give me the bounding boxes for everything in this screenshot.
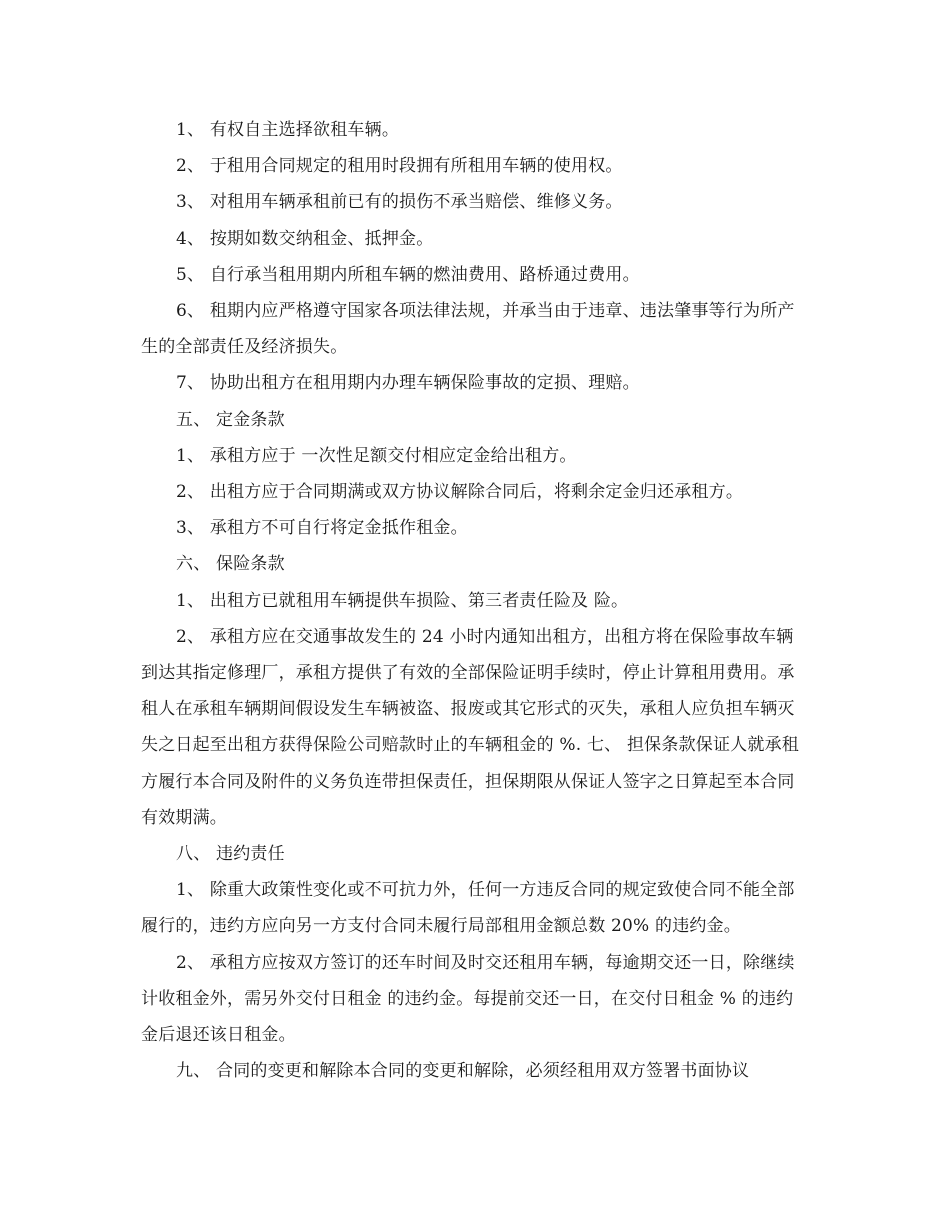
paragraph-breach-2: 2、 承租方应按双方签订的还车时间及时交还租用车辆，每逾期交还一日，除继续计收租金外，需另外交付日租金 的违约金。每提前交还一日，在交付日租金 % 的违约金后退还该日租金。 [141,952,795,1046]
paragraph-right-6: 6、 租期内应严格遵守国家各项法律法规，并承当由于违章、违法肇事等行为所产生的全部责任及经济损失。 [141,301,795,358]
paragraph-right-1: 1、 有权自主选择欲租车辆。 [176,120,400,140]
paragraph-deposit-3: 3、 承租方不可自行将定金抵作租金。 [176,518,468,539]
paragraph-insurance-1: 1、 出租方已就租用车辆提供车损险、第三者责任险及 险。 [176,590,629,611]
paragraph-right-5: 5、 自行承当租用期内所租车辆的燃油费用、路桥通过费用。 [176,264,640,285]
paragraph-right-4: 4、 按期如数交纳租金、抵押金。 [176,228,434,249]
section-heading-insurance: 六、 保险条款 [176,554,285,575]
paragraph-insurance-2: 2、 承租方应在交通事故发生的 24 小时内通知出租方，出租方将在保险事故车辆到达其指定修理厂，承租方提供了有效的全部保险证明手续时，停止计算租用费用。承租人在承租车辆期间假设发生车辆被盗、报废或其它形式的灭失，承租人应负担车辆灭失之日起至出租方获得保险公司赔款时止的车辆租金的 %. 七、 担保条款保证人就承租方履行本合同及附件的义务负连带担保责任，担保期限从保证人签字之日算起至本合同有效期满。 [141,626,799,828]
paragraph-deposit-2: 2、 出租方应于合同期满或双方协议解除合同后，将剩余定金归还承租方。 [176,482,744,503]
paragraph-deposit-1: 1、 承租方应于 一次性足额交付相应定金给出租方。 [176,445,577,466]
paragraph-right-3: 3、 对租用车辆承租前已有的损伤不承当赔偿、维修义务。 [176,192,623,213]
paragraph-breach-1: 1、 除重大政策性变化或不可抗力外，任何一方违反合同的规定致使合同不能全部履行的，违约方应向另一方支付合同未履行局部租用金额总数 20% 的违约金。 [141,880,795,937]
contract-text-body [141,112,809,1089]
paragraph-right-7: 7、 协助出租方在租用期内办理车辆保险事故的定损、理赔。 [176,373,640,394]
section-heading-change: 九、 合同的变更和解除本合同的变更和解除，必须经租用双方签署书面协议 [176,1061,750,1082]
section-heading-deposit: 五、 定金条款 [176,409,285,430]
paragraph-right-2: 2、 于租用合同规定的租用时段拥有所租用车辆的使用权。 [176,156,623,177]
section-heading-breach: 八、 违约责任 [176,844,285,865]
